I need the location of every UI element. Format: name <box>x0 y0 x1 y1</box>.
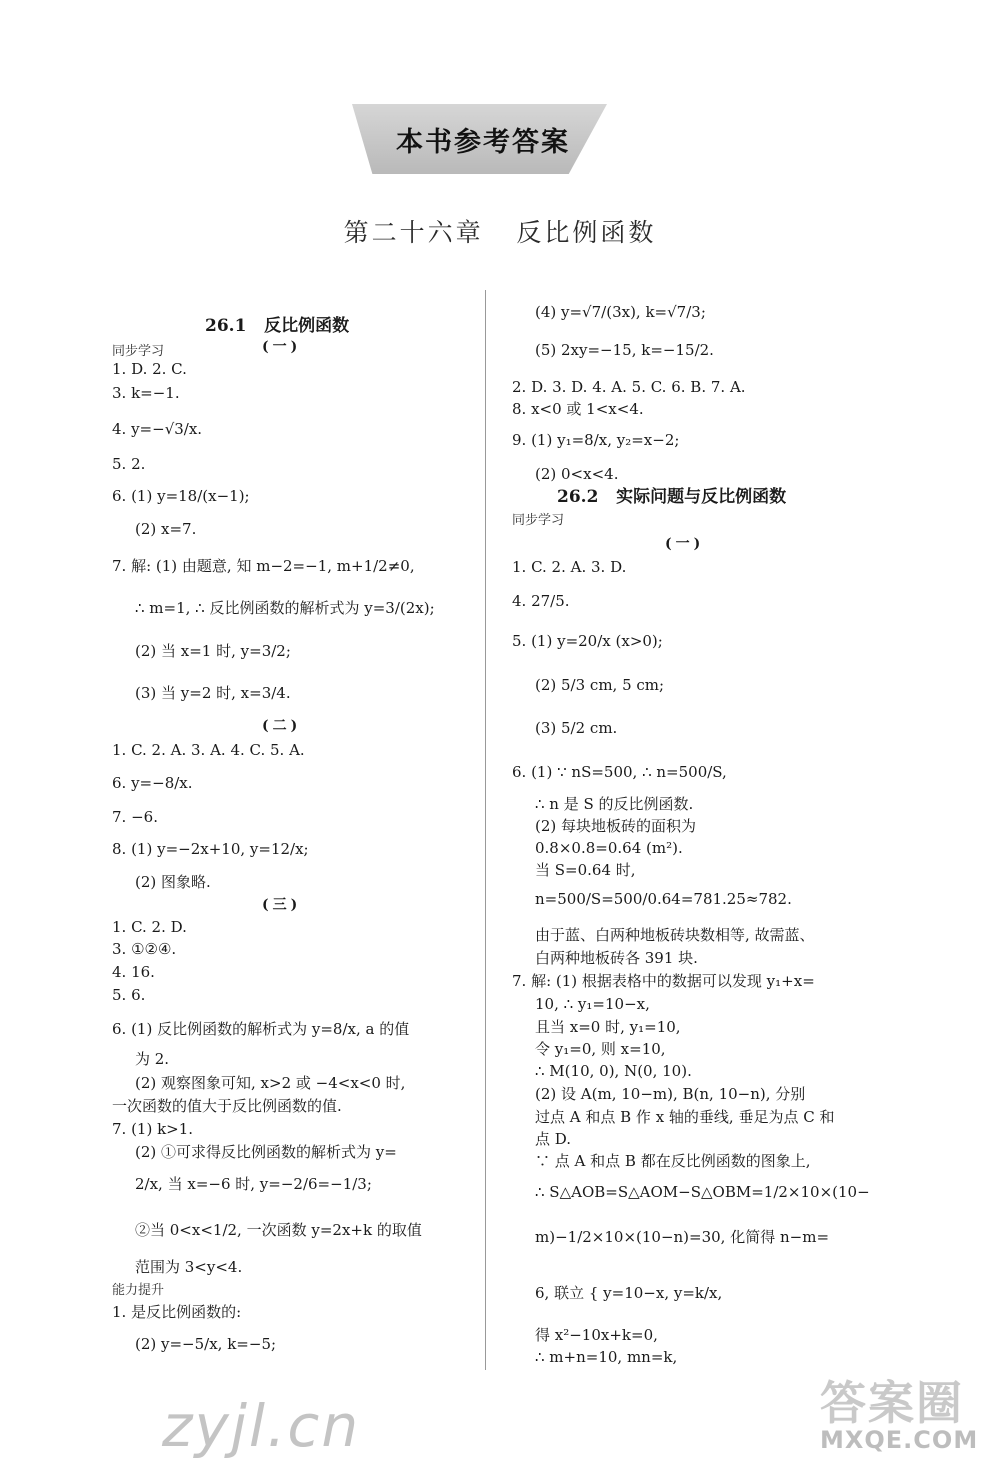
answer-line: m)−1/2×10×(10−n)=30, 化简得 n−m= <box>535 1228 830 1246</box>
answer-line: (2) x=7. <box>135 520 197 538</box>
answer-line: 2/x, 当 x=−6 时, y=−2/6=−1/3; <box>135 1175 372 1193</box>
answer-line: ②当 0<x<1/2, 一次函数 y=2x+k 的取值 <box>135 1221 422 1239</box>
answer-line: 且当 x=0 时, y₁=10, <box>535 1018 681 1036</box>
answer-line: 8. x<0 或 1<x<4. <box>512 400 644 418</box>
sync-study-label: 同步学习 <box>112 344 165 359</box>
answer-line: 1. 是反比例函数的: <box>112 1303 242 1321</box>
answer-line: 得 x²−10x+k=0, <box>535 1326 658 1344</box>
answer-line: 5. 2. <box>112 455 146 473</box>
answer-line: 10, ∴ y₁=10−x, <box>535 995 650 1013</box>
section-title-26-1: 26.1 反比例函数 <box>205 316 350 336</box>
answer-line: 点 D. <box>535 1130 572 1148</box>
answer-line: (3) 当 y=2 时, x=3/4. <box>135 684 291 702</box>
answer-line: 白两种地板砖各 391 块. <box>535 949 698 967</box>
part-two-label: (二) <box>262 718 302 734</box>
column-divider <box>485 290 486 1370</box>
answer-line: (2) 图象略. <box>135 873 211 891</box>
part-one-label: (一) <box>665 536 705 552</box>
answer-line: (2) ①可求得反比例函数的解析式为 y= <box>135 1143 397 1161</box>
answer-line: 5. 6. <box>112 986 146 1004</box>
answer-line: ∴ M(10, 0), N(0, 10). <box>535 1062 692 1080</box>
answer-line: 4. 27/5. <box>512 592 570 610</box>
book-answers-title: 本书参考答案 <box>396 127 570 158</box>
answer-line: 一次函数的值大于反比例函数的值. <box>112 1097 342 1115</box>
answer-line: 6, 联立 { y=10−x, y=k/x, <box>535 1284 723 1302</box>
answer-line: 6. (1) y=18/(x−1); <box>112 487 250 505</box>
answer-line: ∵ 点 A 和点 B 都在反比例函数的图象上, <box>535 1152 811 1170</box>
answer-line: ∴ m+n=10, mn=k, <box>535 1348 678 1366</box>
answer-line: 1. C. 2. A. 3. A. 4. C. 5. A. <box>112 741 305 759</box>
answer-line: 1. C. 2. A. 3. D. <box>512 558 627 576</box>
answer-line: 当 S=0.64 时, <box>535 861 636 879</box>
answer-line: 6. (1) 反比例函数的解析式为 y=8/x, a 的值 <box>112 1020 410 1038</box>
answer-line: 0.8×0.8=0.64 (m²). <box>535 839 683 857</box>
answer-line: 2. D. 3. D. 4. A. 5. C. 6. B. 7. A. <box>512 378 746 396</box>
logo-top-text: 答案圈 <box>820 1376 964 1430</box>
logo-bottom-text: MXQE.COM <box>820 1426 979 1454</box>
zyjl-watermark: zyjl.cn <box>162 1392 361 1460</box>
answer-line: 由于蓝、白两种地板砖块数相等, 故需蓝、 <box>535 926 815 944</box>
answer-line: (5) 2xy=−15, k=−15/2. <box>535 341 714 359</box>
answer-line: 3. ①②④. <box>112 940 177 958</box>
answer-line: (2) 当 x=1 时, y=3/2; <box>135 642 291 660</box>
chapter-title: 第二十六章 反比例函数 <box>343 218 657 247</box>
sync-study-label: 同步学习 <box>512 513 565 528</box>
answer-line: 为 2. <box>135 1050 170 1068</box>
answer-line: 4. y=−√3/x. <box>112 420 203 438</box>
answer-line: 6. y=−8/x. <box>112 774 193 792</box>
part-one-label: (一) <box>262 339 302 355</box>
answer-line: 7. (1) k>1. <box>112 1120 194 1138</box>
answer-line: (2) 0<x<4. <box>535 465 619 483</box>
answer-line: ∴ m=1, ∴ 反比例函数的解析式为 y=3/(2x); <box>135 599 435 617</box>
answer-line: (3) 5/2 cm. <box>535 719 618 737</box>
answer-line: 8. (1) y=−2x+10, y=12/x; <box>112 840 309 858</box>
answer-line: 5. (1) y=20/x (x>0); <box>512 632 663 650</box>
answer-line: 7. −6. <box>112 808 158 826</box>
answer-line: 4. 16. <box>112 963 155 981</box>
ability-improvement-label: 能力提升 <box>112 1283 165 1298</box>
section-title-26-2: 26.2 实际问题与反比例函数 <box>557 487 787 507</box>
answer-line: 7. 解: (1) 根据表格中的数据可以发现 y₁+x= <box>512 972 815 990</box>
answer-line: 过点 A 和点 B 作 x 轴的垂线, 垂足为点 C 和 <box>535 1108 835 1126</box>
answer-line: (2) 设 A(m, 10−m), B(n, 10−n), 分别 <box>535 1085 806 1103</box>
answer-line: 7. 解: (1) 由题意, 知 m−2=−1, m+1/2≠0, <box>112 557 415 575</box>
answer-line: ∴ S△AOB=S△AOM−S△OBM=1/2×10×(10− <box>535 1183 870 1201</box>
answer-line: ∴ n 是 S 的反比例函数. <box>535 795 694 813</box>
answer-line: 范围为 3<y<4. <box>135 1258 243 1276</box>
answer-line: 令 y₁=0, 则 x=10, <box>535 1040 666 1058</box>
answer-line: 9. (1) y₁=8/x, y₂=x−2; <box>512 431 680 449</box>
answer-line: (2) y=−5/x, k=−5; <box>135 1335 277 1353</box>
mxqe-logo <box>820 1376 995 1465</box>
answer-line: (2) 观察图象可知, x>2 或 −4<x<0 时, <box>135 1074 406 1092</box>
answer-line: (2) 每块地板砖的面积为 <box>535 817 697 835</box>
answer-line: n=500/S=500/0.64=781.25≈782. <box>535 890 792 908</box>
part-three-label: (三) <box>262 897 302 913</box>
answer-line: 6. (1) ∵ nS=500, ∴ n=500/S, <box>512 763 727 781</box>
answer-line: 1. D. 2. C. <box>112 360 187 378</box>
answer-line: 1. C. 2. D. <box>112 918 187 936</box>
answer-line: (2) 5/3 cm, 5 cm; <box>535 676 665 694</box>
answer-line: 3. k=−1. <box>112 384 180 402</box>
answer-line: (4) y=√7/(3x), k=√7/3; <box>535 303 706 321</box>
